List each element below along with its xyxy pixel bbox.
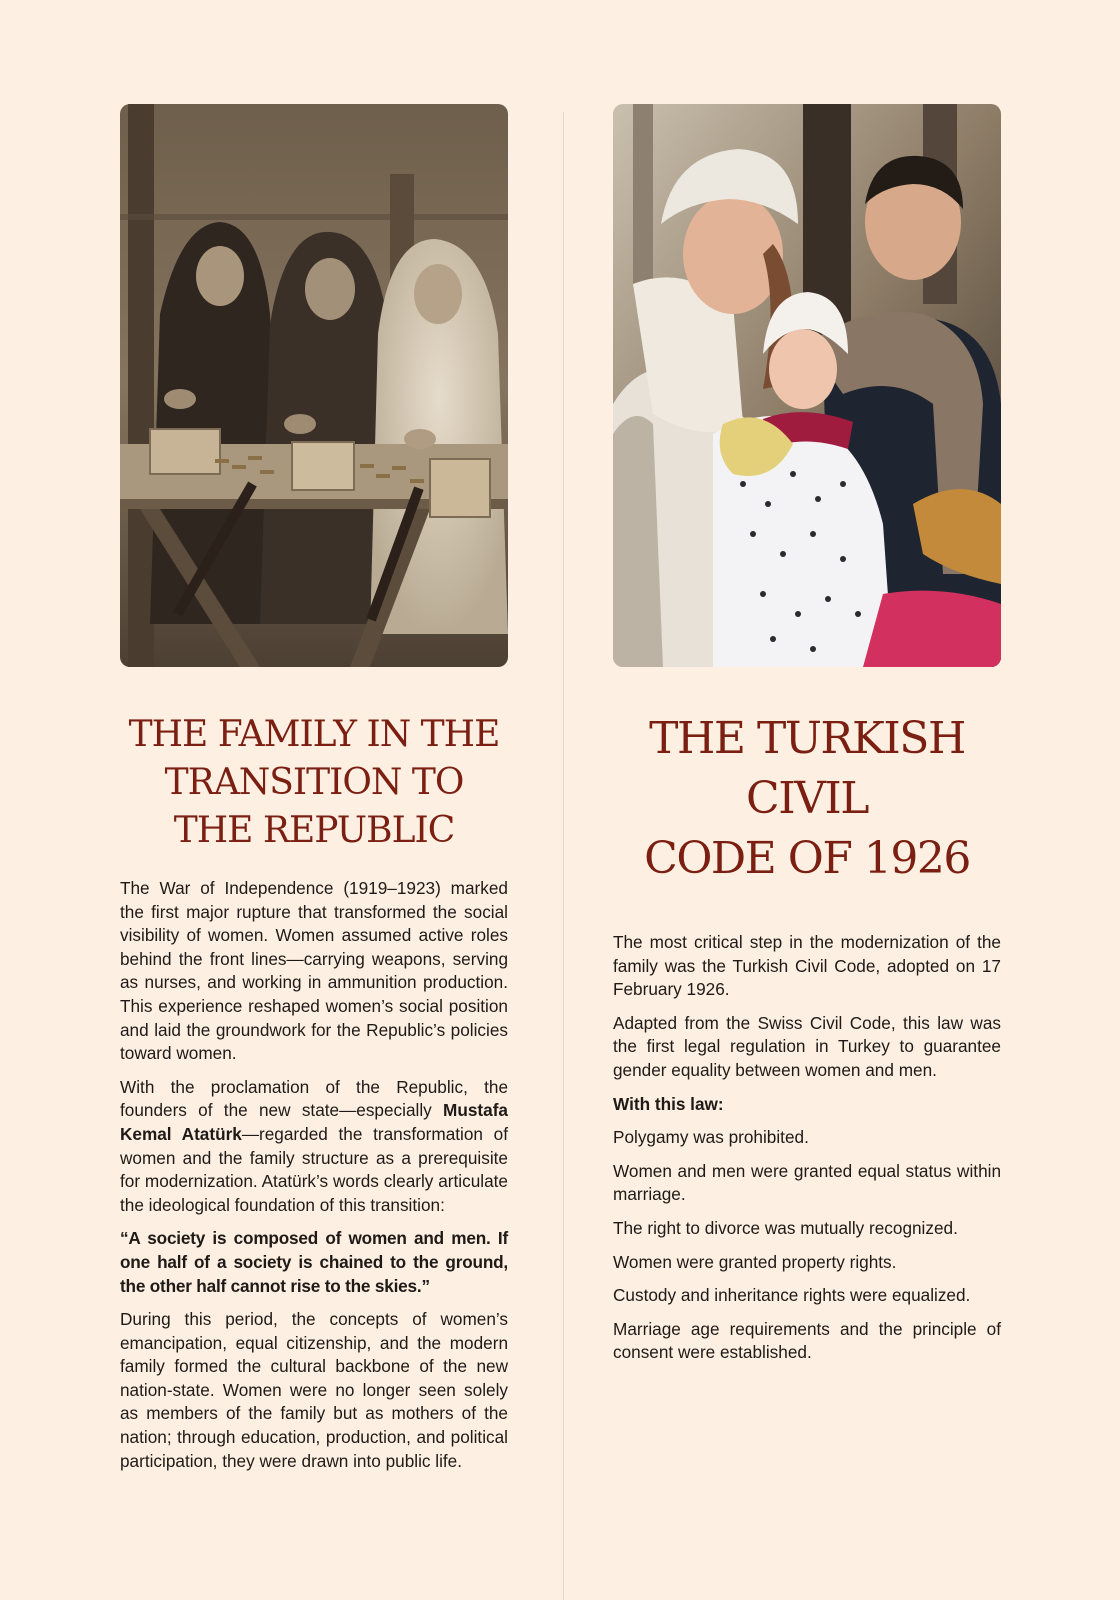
left-title-line: TRANSITION TO (164, 762, 464, 803)
left-paragraph-2-start: With the proclamation of the Republic, the founders of the new state—especially (120, 1076, 508, 1121)
with-this-law-label: With this law: (613, 1093, 724, 1114)
left-paragraph-2-bold-name: Mustafa Kemal Atatürk (120, 1100, 508, 1144)
law-provision-item: The right to divorce was mutually recognized. (613, 1217, 958, 1238)
left-paragraph-2-end: —regarded the transformation of women and the family structure as a prerequisite for modernization. Atatürk’s words clearly articulate the ideological foundation of this transition: (120, 1123, 509, 1215)
left-section-title (120, 711, 508, 855)
right-paragraph-1: The most critical step in the modernization of the family was the Turkish Civil Code, adopted on 17 February 1926. (613, 932, 1001, 1000)
family-in-autumn-photo (613, 104, 1001, 667)
left-title-line: THE REPUBLIC (173, 810, 455, 851)
right-body-text (613, 931, 1001, 1365)
column-divider (563, 112, 564, 1600)
right-title-line: THE TURKISH CIVIL (649, 713, 965, 824)
left-paragraph-1: The War of Independence (1919–1923) marked the first major rupture that transformed the social visibility of women. Women assumed active roles behind the front lines—carrying weapons, serving as nurses, and working in ammunition production. This experience reshaped women’s social position and laid the groundwork for the Republic’s policies toward women. (120, 878, 508, 1064)
right-section-title (613, 709, 1001, 889)
left-title-line: THE FAMILY IN THE (128, 714, 500, 755)
left-body-text (120, 877, 508, 1473)
law-provision-item: Custody and inheritance rights were equalized. (613, 1285, 971, 1306)
right-column (613, 104, 1001, 1375)
right-paragraph-2: Adapted from the Swiss Civil Code, this law was the first legal regulation in Turkey to guarantee gender equality between women and men. (613, 1012, 1001, 1080)
left-paragraph-2 (120, 1076, 508, 1218)
law-provision-item: Women were granted property rights. (613, 1251, 897, 1272)
left-column (120, 104, 508, 1483)
women-producing-ammunition-photo (120, 104, 508, 667)
law-provision-item: Women and men were granted equal status within marriage. (613, 1160, 1001, 1205)
law-provision-item: Polygamy was prohibited. (613, 1127, 809, 1148)
ataturk-quote: “A society is composed of women and men. If one half of a society is chained to the ground, the other half cannot rise to the skies.” (120, 1228, 508, 1296)
left-paragraph-3: During this period, the concepts of women’s emancipation, equal citizenship, and the modern family formed the cultural backbone of the new nation-state. Women were no longer seen solely as members of the family but as mothers of the nation; through education, production, and political participation, they were drawn into public life. (120, 1309, 508, 1471)
law-provision-item: Marriage age requirements and the principle of consent were established. (613, 1318, 1001, 1363)
right-title-line: CODE OF 1926 (644, 833, 970, 884)
